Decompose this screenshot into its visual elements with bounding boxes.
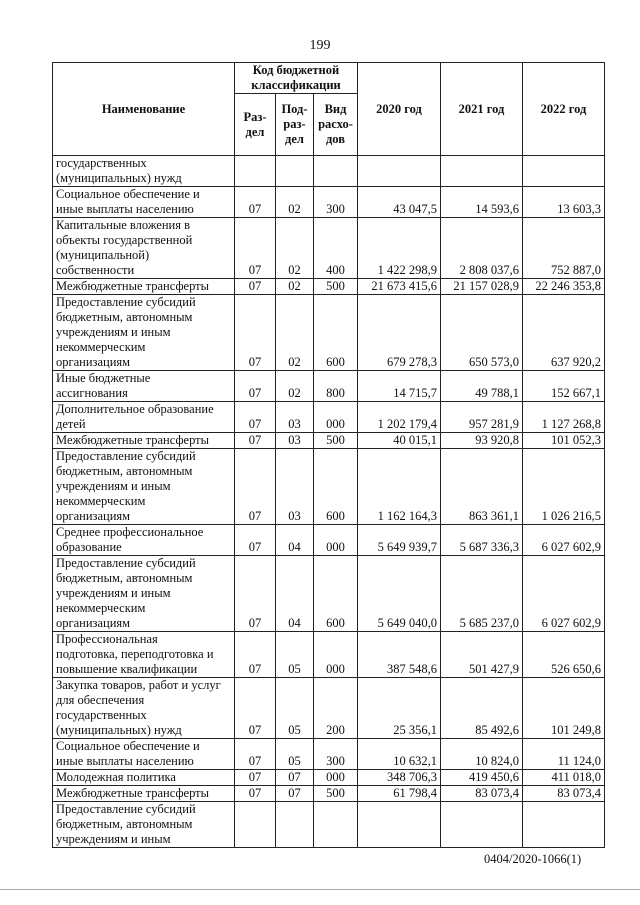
- value-2022-cell: 637 920,2: [523, 295, 605, 371]
- value-2022-cell: [523, 802, 605, 848]
- value-2020-cell: 679 278,3: [358, 295, 441, 371]
- header-code-group: Код бюджетной классификации: [235, 63, 358, 94]
- section-cell: 07: [235, 678, 276, 739]
- value-2020-cell: 1 422 298,9: [358, 218, 441, 279]
- table-row: [53, 449, 605, 525]
- expense-type-cell: 500: [314, 433, 358, 449]
- value-2022-cell: 101 052,3: [523, 433, 605, 449]
- subsection-cell: 02: [276, 295, 314, 371]
- value-2022-cell: 526 650,6: [523, 632, 605, 678]
- value-2020-cell: 14 715,7: [358, 371, 441, 402]
- table-row: [53, 739, 605, 770]
- value-2020-cell: 348 706,3: [358, 770, 441, 786]
- subsection-cell: 04: [276, 556, 314, 632]
- value-2020-cell: [358, 802, 441, 848]
- value-2022-cell: 152 667,1: [523, 371, 605, 402]
- table-row: [53, 156, 605, 187]
- expense-type-cell: 600: [314, 556, 358, 632]
- name-cell: Межбюджетные трансферты: [53, 433, 235, 449]
- section-cell: 07: [235, 739, 276, 770]
- value-2021-cell: 83 073,4: [441, 786, 523, 802]
- section-cell: 07: [235, 770, 276, 786]
- section-cell: 07: [235, 556, 276, 632]
- table-body: [53, 156, 605, 848]
- name-cell: Дополнительное образование детей: [53, 402, 235, 433]
- budget-table: [52, 62, 605, 848]
- subsection-cell: 02: [276, 218, 314, 279]
- footer-code: 0404/2020-1066(1): [484, 852, 582, 866]
- section-cell: 07: [235, 632, 276, 678]
- value-2020-cell: 21 673 415,6: [358, 279, 441, 295]
- section-cell: 07: [235, 279, 276, 295]
- table-row: [53, 786, 605, 802]
- value-2020-cell: 25 356,1: [358, 678, 441, 739]
- name-cell: Предоставление субсидий бюджетным, автономным учреждениям и иным некоммерческим организациям: [53, 556, 235, 632]
- table-row: [53, 770, 605, 786]
- expense-type-cell: 000: [314, 525, 358, 556]
- value-2020-cell: [358, 156, 441, 187]
- expense-type-cell: 500: [314, 786, 358, 802]
- value-2020-cell: 43 047,5: [358, 187, 441, 218]
- expense-type-cell: 300: [314, 187, 358, 218]
- subsection-cell: [276, 802, 314, 848]
- section-cell: 07: [235, 218, 276, 279]
- subsection-cell: 07: [276, 770, 314, 786]
- page-number: 199: [309, 38, 331, 53]
- table-row: [53, 525, 605, 556]
- header-name: Наименование: [53, 63, 235, 156]
- table-row: [53, 295, 605, 371]
- value-2020-cell: 387 548,6: [358, 632, 441, 678]
- value-2020-cell: 5 649 040,0: [358, 556, 441, 632]
- value-2021-cell: 2 808 037,6: [441, 218, 523, 279]
- subsection-cell: [276, 156, 314, 187]
- header-2021: 2021 год: [441, 63, 523, 156]
- value-2021-cell: [441, 156, 523, 187]
- value-2021-cell: 5 687 336,3: [441, 525, 523, 556]
- section-cell: 07: [235, 371, 276, 402]
- name-cell: Социальное обеспечение и иные выплаты населению: [53, 739, 235, 770]
- value-2021-cell: 5 685 237,0: [441, 556, 523, 632]
- section-cell: 07: [235, 402, 276, 433]
- value-2022-cell: 22 246 353,8: [523, 279, 605, 295]
- section-cell: 07: [235, 525, 276, 556]
- value-2020-cell: 40 015,1: [358, 433, 441, 449]
- subsection-cell: 05: [276, 678, 314, 739]
- value-2021-cell: 650 573,0: [441, 295, 523, 371]
- table-row: [53, 187, 605, 218]
- value-2022-cell: 83 073,4: [523, 786, 605, 802]
- table-row: [53, 402, 605, 433]
- value-2021-cell: 863 361,1: [441, 449, 523, 525]
- name-cell: Молодежная политика: [53, 770, 235, 786]
- expense-type-cell: 200: [314, 678, 358, 739]
- table-row: [53, 678, 605, 739]
- subsection-cell: 03: [276, 449, 314, 525]
- subsection-cell: 02: [276, 371, 314, 402]
- value-2020-cell: 10 632,1: [358, 739, 441, 770]
- expense-type-cell: 800: [314, 371, 358, 402]
- value-2021-cell: 501 427,9: [441, 632, 523, 678]
- name-cell: Иные бюджетные ассигнования: [53, 371, 235, 402]
- name-cell: Предоставление субсидий бюджетным, автономным учреждениям и иным некоммерческим организациям: [53, 295, 235, 371]
- table-row: [53, 279, 605, 295]
- expense-type-cell: 000: [314, 770, 358, 786]
- name-cell: Капитальные вложения в объекты государственной (муниципальной) собственности: [53, 218, 235, 279]
- header-2020: 2020 год: [358, 63, 441, 156]
- value-2021-cell: 49 788,1: [441, 371, 523, 402]
- expense-type-cell: 000: [314, 632, 358, 678]
- section-cell: [235, 802, 276, 848]
- subsection-cell: 02: [276, 279, 314, 295]
- expense-type-cell: 400: [314, 218, 358, 279]
- name-cell: Социальное обеспечение и иные выплаты населению: [53, 187, 235, 218]
- value-2022-cell: 13 603,3: [523, 187, 605, 218]
- table-row: [53, 632, 605, 678]
- value-2022-cell: 101 249,8: [523, 678, 605, 739]
- table-row: [53, 433, 605, 449]
- name-cell: Профессиональная подготовка, переподготовка и повышение квалификации: [53, 632, 235, 678]
- section-cell: [235, 156, 276, 187]
- section-cell: 07: [235, 433, 276, 449]
- header-expense-type: Вид расхо- дов: [314, 94, 358, 156]
- value-2022-cell: [523, 156, 605, 187]
- value-2022-cell: 752 887,0: [523, 218, 605, 279]
- subsection-cell: 02: [276, 187, 314, 218]
- expense-type-cell: [314, 156, 358, 187]
- header-section: Раз- дел: [235, 94, 276, 156]
- expense-type-cell: [314, 802, 358, 848]
- value-2021-cell: 957 281,9: [441, 402, 523, 433]
- value-2022-cell: 411 018,0: [523, 770, 605, 786]
- subsection-cell: 04: [276, 525, 314, 556]
- header-subsection: Под- раз- дел: [276, 94, 314, 156]
- value-2022-cell: 1 127 268,8: [523, 402, 605, 433]
- subsection-cell: 07: [276, 786, 314, 802]
- value-2021-cell: 10 824,0: [441, 739, 523, 770]
- section-cell: 07: [235, 187, 276, 218]
- value-2022-cell: 11 124,0: [523, 739, 605, 770]
- value-2022-cell: 1 026 216,5: [523, 449, 605, 525]
- name-cell: Среднее профессиональное образование: [53, 525, 235, 556]
- section-cell: 07: [235, 449, 276, 525]
- name-cell: государственных (муниципальных) нужд: [53, 156, 235, 187]
- header-2022: 2022 год: [523, 63, 605, 156]
- expense-type-cell: 000: [314, 402, 358, 433]
- table-row: [53, 371, 605, 402]
- subsection-cell: 03: [276, 433, 314, 449]
- name-cell: Межбюджетные трансферты: [53, 279, 235, 295]
- subsection-cell: 05: [276, 739, 314, 770]
- value-2021-cell: 85 492,6: [441, 678, 523, 739]
- section-cell: 07: [235, 786, 276, 802]
- value-2020-cell: 1 162 164,3: [358, 449, 441, 525]
- value-2020-cell: 5 649 939,7: [358, 525, 441, 556]
- name-cell: Предоставление субсидий бюджетным, автономным учреждениям и иным: [53, 802, 235, 848]
- name-cell: Закупка товаров, работ и услуг для обеспечения государственных (муниципальных) нужд: [53, 678, 235, 739]
- subsection-cell: 05: [276, 632, 314, 678]
- value-2021-cell: 93 920,8: [441, 433, 523, 449]
- table-row: [53, 556, 605, 632]
- section-cell: 07: [235, 295, 276, 371]
- value-2022-cell: 6 027 602,9: [523, 525, 605, 556]
- expense-type-cell: 600: [314, 295, 358, 371]
- table-row: [53, 218, 605, 279]
- value-2022-cell: 6 027 602,9: [523, 556, 605, 632]
- name-cell: Предоставление субсидий бюджетным, автономным учреждениям и иным некоммерческим организациям: [53, 449, 235, 525]
- value-2020-cell: 1 202 179,4: [358, 402, 441, 433]
- expense-type-cell: 600: [314, 449, 358, 525]
- value-2020-cell: 61 798,4: [358, 786, 441, 802]
- expense-type-cell: 500: [314, 279, 358, 295]
- value-2021-cell: [441, 802, 523, 848]
- value-2021-cell: 419 450,6: [441, 770, 523, 786]
- bottom-rule: [0, 889, 640, 890]
- value-2021-cell: 21 157 028,9: [441, 279, 523, 295]
- name-cell: Межбюджетные трансферты: [53, 786, 235, 802]
- expense-type-cell: 300: [314, 739, 358, 770]
- table-row: [53, 802, 605, 848]
- subsection-cell: 03: [276, 402, 314, 433]
- value-2021-cell: 14 593,6: [441, 187, 523, 218]
